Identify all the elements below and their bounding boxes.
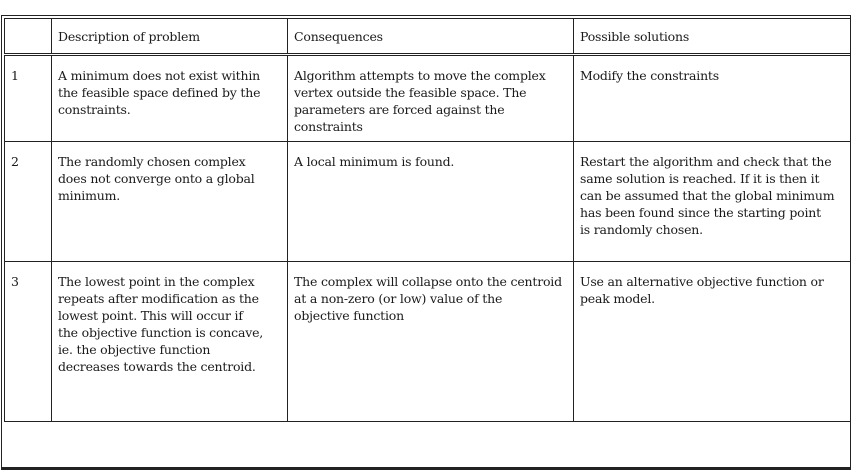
table-row xyxy=(5,262,851,422)
row-description xyxy=(52,142,288,262)
header-solutions: Possible solutions xyxy=(574,19,851,55)
solutions-text: Modify the constraints xyxy=(580,68,719,83)
consequences-text: A local minimum is found. xyxy=(294,154,455,169)
row-number: 1 xyxy=(5,55,52,142)
row-consequences xyxy=(288,142,574,262)
description-text: The randomly chosen complex does not converge onto a global minimum. xyxy=(58,154,255,203)
solutions-text: Use an alternative objective function or peak model. xyxy=(580,274,824,306)
row-consequences xyxy=(288,262,574,422)
row-number: 3 xyxy=(5,262,52,422)
row-consequences xyxy=(288,55,574,142)
consequences-text: Algorithm attempts to move the complex vertex outside the feasible space. The parameters are forced against the constraints xyxy=(294,68,546,134)
header-consequences: Consequences xyxy=(288,19,574,55)
row-description xyxy=(52,262,288,422)
row-number: 2 xyxy=(5,142,52,262)
description-text: A minimum does not exist within the feasible space defined by the constraints. xyxy=(58,68,261,117)
consequences-text: The complex will collapse onto the centroid at a non-zero (or low) value of the objective function xyxy=(294,274,562,323)
row-solutions xyxy=(574,142,851,262)
header-description: Description of problem xyxy=(52,19,288,55)
table-row xyxy=(5,55,851,142)
solutions-text: Restart the algorithm and check that the same solution is reached. If it is then it can be assumed that the global minimum has been found since the starting point is randomly chosen. xyxy=(580,154,835,237)
bottom-rule xyxy=(1,468,851,470)
table-row xyxy=(5,142,851,262)
row-solutions xyxy=(574,55,851,142)
row-description xyxy=(52,55,288,142)
problems-table xyxy=(4,18,851,422)
description-text: The lowest point in the complex repeats after modification as the lowest point. This will occur if the objective function is concave, ie. the objective function decreases towards the centroid. xyxy=(58,274,264,374)
header-number xyxy=(5,19,52,55)
table-header-row xyxy=(5,19,851,55)
row-solutions xyxy=(574,262,851,422)
